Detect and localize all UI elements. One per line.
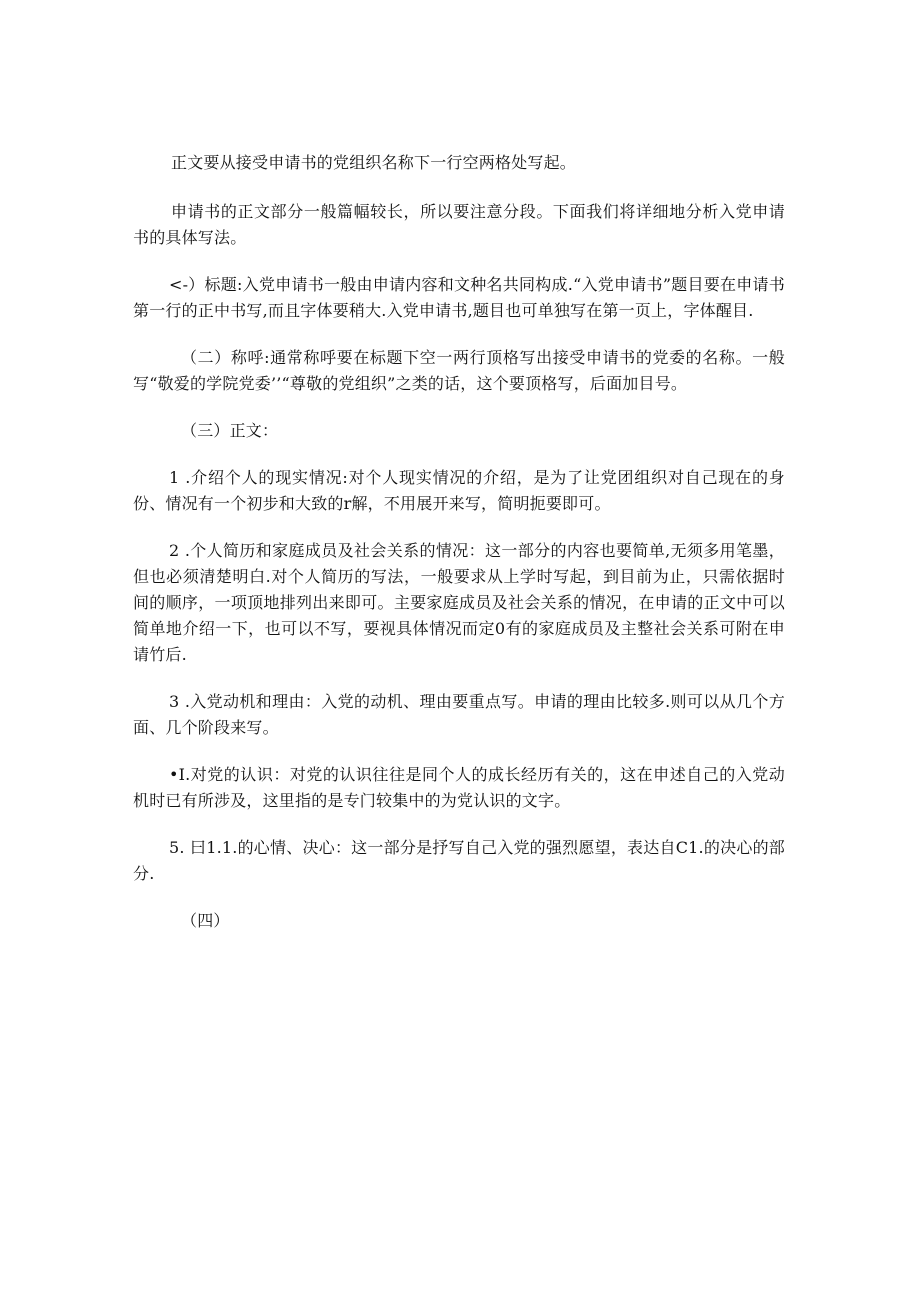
- paragraph-item-5: 5. 曰1.1.的心情、决心：这一部分是抒写自己入党的强烈愿望，表达自C1.的决心的部分.: [133, 838, 785, 883]
- document-body: [133, 150, 785, 934]
- paragraph-section-4-heading: （四）: [181, 911, 230, 930]
- paragraph-section-salutation: （二）称呼:通常称呼要在标题下空一两行顶格写出接受申请书的党委的名称。一般写“敬爱的学院党委’’“尊敬的党组织”之类的话，这个要顶格写，后面加目号。: [133, 348, 785, 393]
- paragraph-section-title: <-）标题:入党申请书一般由申请内容和文种名共同构成.“入党申请书”题目要在申请书第一行的正中书写,而且字体要稍大.入党申请书,题目也可单独写在第一页上，字体醒目.: [133, 275, 785, 320]
- paragraph-body-intro: 正文要从接受申请书的党组织名称下一行空两格处写起。: [171, 153, 577, 172]
- paragraph-structure-note: 申请书的正文部分一般篇幅较长，所以要注意分段。下面我们将详细地分析入党申请书的具体写法。: [133, 202, 785, 247]
- paragraph-section-body-heading: （三）正文：: [181, 421, 279, 440]
- paragraph-item-4: •I.对党的认识：对党的认识往往是同个人的成长经历有关的，这在申述自己的入党动机时已有所涉及，这里指的是专门较集中的为党认识的文字。: [133, 765, 785, 810]
- paragraph-item-1: 1 .介绍个人的现实情况:对个人现实情况的介绍，是为了让党团组织对自己现在的身份、情况有一个初步和大致的r解，不用展开来写，简明扼要即可。: [133, 468, 785, 513]
- paragraph-item-3: 3 .入党动机和理由：入党的动机、理由要重点写。申请的理由比较多.则可以从几个方面、几个阶段来写。: [133, 692, 785, 737]
- paragraph-item-2: 2 .个人简历和家庭成员及社会关系的情况：这一部分的内容也要简单,无须多用笔墨，但也必须清楚明白.对个人简历的写法，一般要求从上学时写起，到目前为止，只需依据时间的顺序，一项顶地排列出来即可。主要家庭成员及社会关系的情况，在申请的正文中可以简单地介绍一下，也可以不写，要视具体情况而定0有的家庭成员及主整社会关系可附在申请竹后.: [133, 541, 785, 664]
